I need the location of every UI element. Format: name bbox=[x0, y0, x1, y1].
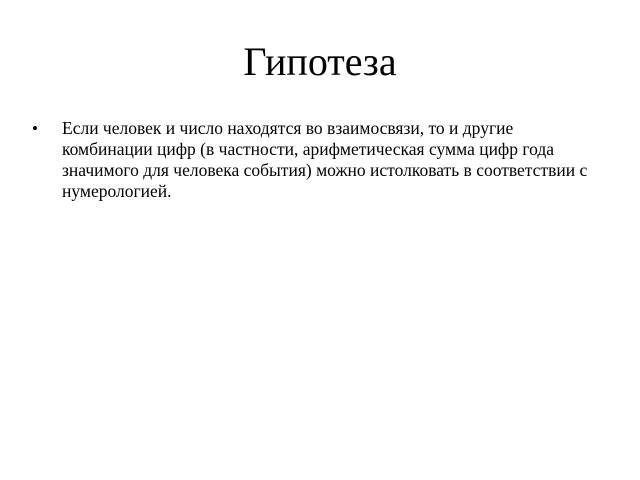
bullet-text: Если человек и число находятся во взаимосвязи, то и другие комбинации цифр (в частности, арифметическая сумма цифр года значимого для человека события) можно истолковать в соответствии с нумерологией. bbox=[62, 118, 588, 201]
slide-title: Гипотеза bbox=[243, 39, 397, 84]
bullet-list bbox=[32, 118, 602, 202]
bullet-icon: • bbox=[32, 119, 38, 138]
bullet-item bbox=[32, 118, 602, 202]
